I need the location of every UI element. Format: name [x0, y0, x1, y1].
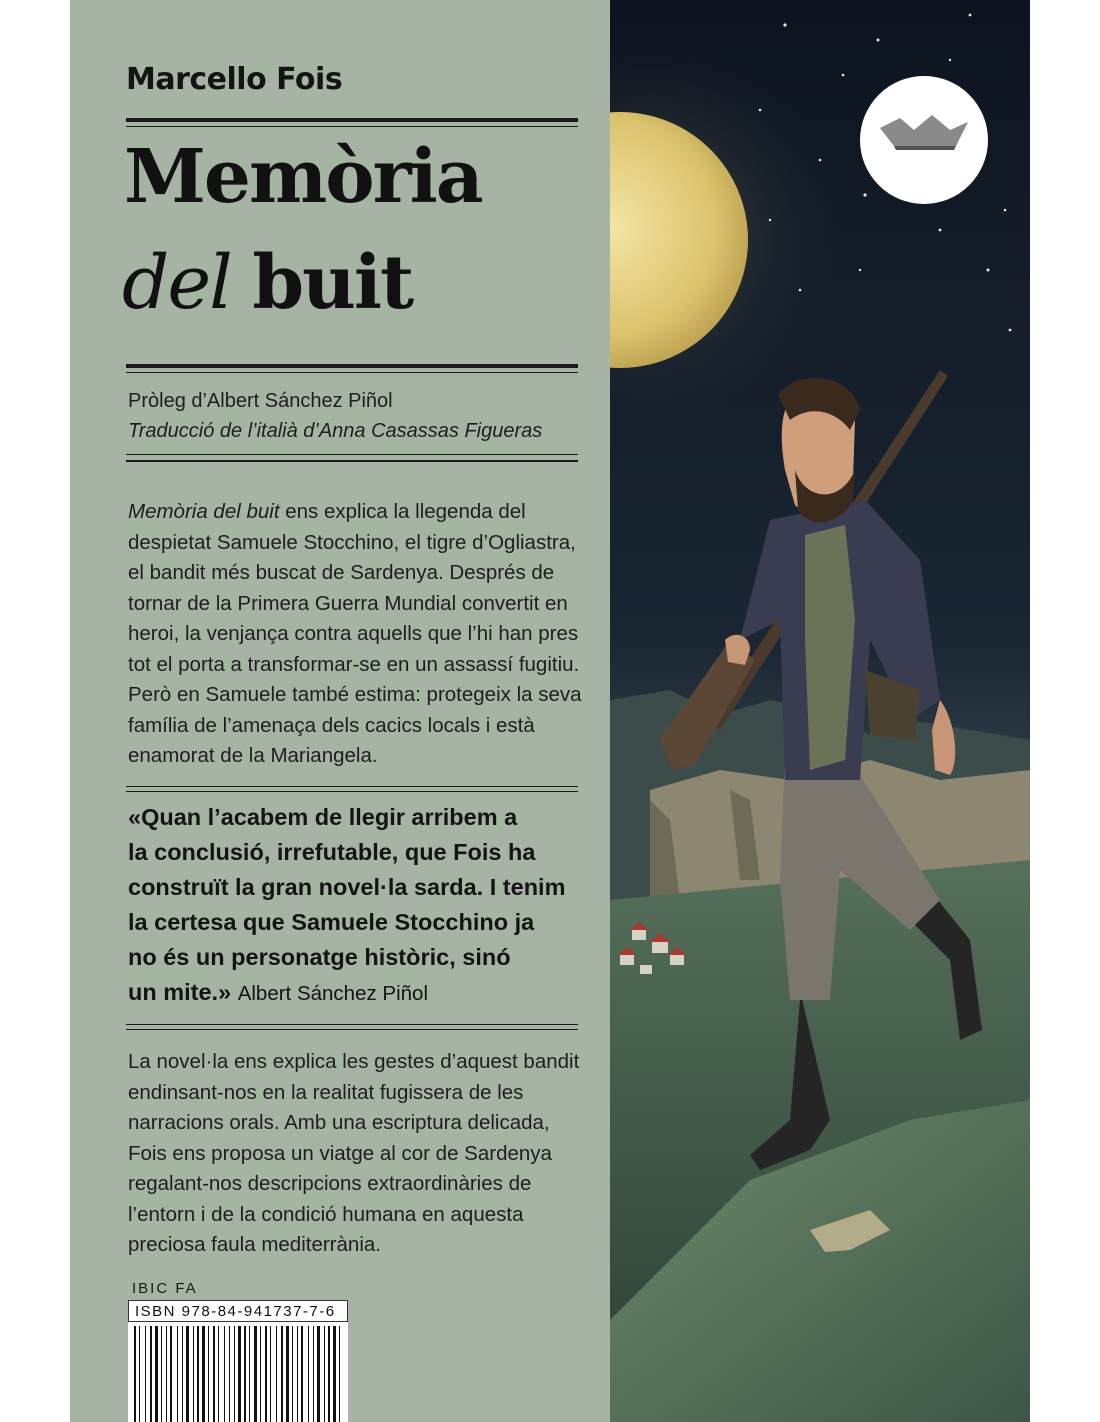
title-line-1: Memòria	[124, 134, 482, 220]
barcode-bar	[134, 1326, 136, 1422]
book-back-cover	[70, 0, 1030, 1422]
barcode-bar	[339, 1326, 340, 1422]
title-line-2	[122, 240, 413, 326]
barcode-bar	[170, 1326, 172, 1422]
barcode-bar	[265, 1326, 267, 1422]
rule-title-thin	[126, 372, 578, 373]
barcode-bar	[244, 1326, 246, 1422]
prologue-credit: Pròleg d’Albert Sánchez Piñol	[128, 390, 393, 412]
barcode-bar	[260, 1326, 261, 1422]
quote-line: la conclusió, irrefutable, que Fois ha	[128, 839, 536, 865]
barcode-bar	[301, 1326, 303, 1422]
barcode-bar	[182, 1326, 183, 1422]
ibic-code: IBIC FA	[132, 1280, 198, 1297]
summary-line: preciosa faula mediterrània.	[128, 1233, 381, 1256]
rule-top-thin	[126, 126, 578, 127]
translation-credit: Traducció de l’italià d’Anna Casassas Figueras	[128, 420, 543, 442]
review-quote	[128, 800, 598, 1011]
barcode	[128, 1322, 348, 1422]
blurb-line	[128, 497, 588, 528]
summary-line: l’entorn i de la condició humana en aquesta	[128, 1202, 524, 1226]
barcode-bar	[249, 1326, 250, 1422]
blurb-line: heroi, la venjança contra aquells que l’hi han pres	[128, 622, 579, 645]
barcode-bar	[324, 1326, 325, 1422]
barcode-bar	[254, 1326, 257, 1422]
rule-credits-thick	[126, 460, 578, 462]
barcode-bar	[308, 1326, 309, 1422]
blurb-line: tornar de la Primera Guerra Mundial convertit en	[128, 591, 568, 615]
barcode-bar	[193, 1326, 194, 1422]
title-word-del: del	[122, 240, 231, 326]
barcode-bar	[270, 1326, 271, 1422]
credits	[128, 386, 542, 446]
quote-line	[128, 975, 598, 1011]
barcode-bar	[145, 1326, 146, 1422]
barcode-bar	[197, 1326, 199, 1422]
summary-line: Fois ens proposa un viatge al cor de Sardenya	[128, 1141, 552, 1165]
summary-line: regalant-nos descripcions extraordinàries de	[128, 1172, 532, 1195]
barcode-bar	[155, 1326, 158, 1422]
blurb-line: Però en Samuele també estima: protegeix la seva	[128, 683, 582, 706]
barcode-bar	[213, 1326, 215, 1422]
barcode-bar	[166, 1326, 167, 1422]
quote-line: la certesa que Samuele Stocchino ja	[128, 909, 535, 935]
barcode-bar	[313, 1326, 314, 1422]
barcode-bar	[286, 1326, 289, 1422]
blurb-line: tot el porta a transformar-se en un assassí fugitiu.	[128, 652, 580, 676]
barcode-bar	[234, 1326, 235, 1422]
blurb-line: despietat Samuele Stocchino, el tigre d’Ogliastra,	[128, 530, 576, 554]
author-name: Marcello Fois	[126, 62, 343, 97]
barcode-bar	[161, 1326, 162, 1422]
barcode-bar	[328, 1326, 330, 1422]
barcode-bar	[276, 1326, 277, 1422]
barcode-bar	[229, 1326, 230, 1422]
barcode-bar	[139, 1326, 140, 1422]
title-word-buit: buit	[252, 240, 413, 326]
rule-quote-bottom-thin	[126, 1024, 578, 1025]
rule-quote-bottom-thin-2	[126, 1029, 578, 1030]
barcode-bar	[281, 1326, 283, 1422]
summary-line: narracions orals. Amb una escriptura delicada,	[128, 1111, 550, 1134]
rule-title-thick	[126, 364, 578, 368]
quote-line: construït la gran novel·la sarda. I tenim	[128, 874, 566, 900]
rule-quote-top-thin-2	[126, 791, 578, 792]
barcode-bar	[150, 1326, 152, 1422]
text-panel	[70, 0, 610, 1422]
quote-last: un mite.»	[128, 979, 232, 1005]
summary-line: La novel·la ens explica les gestes d’aquest bandit	[128, 1050, 580, 1073]
barcode-bar	[218, 1326, 219, 1422]
quote-line: no és un personatge històric, sinó	[128, 944, 511, 970]
blurb-line: enamorat de la Mariangela.	[128, 744, 378, 767]
barcode-bar	[186, 1326, 189, 1422]
barcode-bar	[202, 1326, 205, 1422]
isbn-code: ISBN 978-84-941737-7-6	[128, 1300, 348, 1322]
barcode-bar	[317, 1326, 320, 1422]
summary-line: endinsant-nos en la realitat fugissera de les	[128, 1080, 524, 1104]
barcode-bar	[297, 1326, 298, 1422]
quote-line: «Quan l’acabem de llegir arribem a	[128, 804, 518, 830]
barcode-bar	[292, 1326, 293, 1422]
barcode-bar	[208, 1326, 209, 1422]
barcode-bar	[177, 1326, 178, 1422]
barcode-bar	[238, 1326, 241, 1422]
blurb-line-text: ens explica la llegenda del	[279, 500, 526, 523]
rule-top-thick	[126, 118, 578, 122]
night-landscape-illustration	[610, 0, 1030, 1422]
rule-credits-thin	[126, 454, 578, 455]
rule-quote-top-thin	[126, 786, 578, 787]
summary-paragraph	[128, 1047, 588, 1261]
barcode-bar	[224, 1326, 225, 1422]
blurb-title-italic: Memòria del buit	[128, 500, 280, 523]
quote-source: Albert Sánchez Piñol	[237, 982, 429, 1005]
blurb-line: família de l’amenaça dels cacics locals i està	[128, 713, 535, 737]
cover-illustration	[610, 0, 1030, 1422]
barcode-bar	[333, 1326, 336, 1422]
blurb-line: el bandit més buscat de Sardenya. Després de	[128, 561, 555, 584]
blurb-paragraph	[128, 497, 588, 772]
